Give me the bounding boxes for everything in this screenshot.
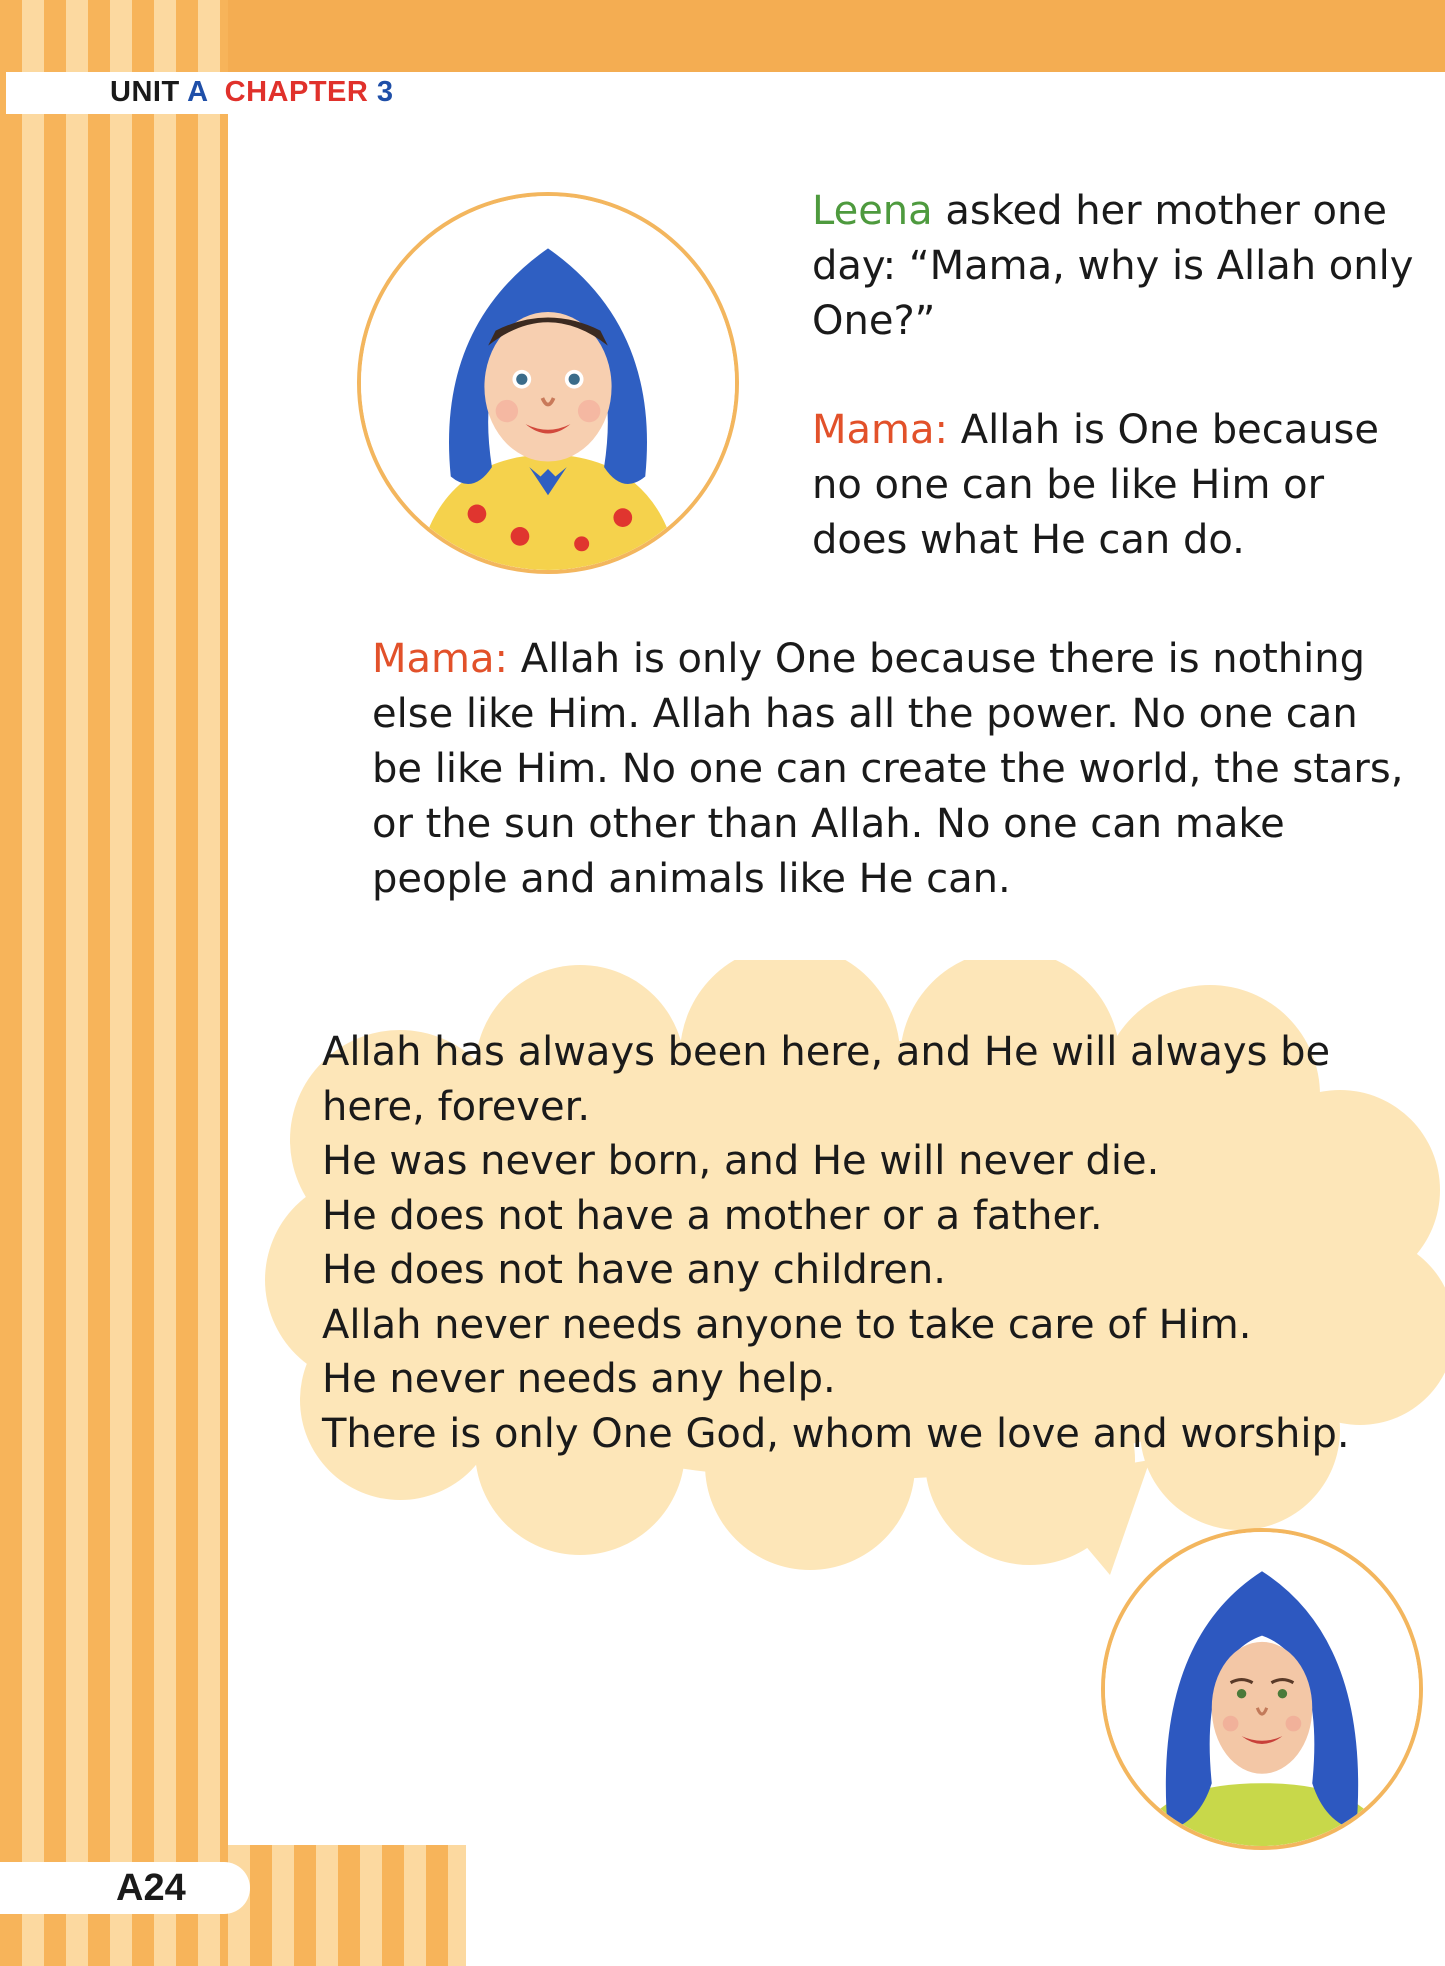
cloud-line: He never needs any help. xyxy=(322,1356,836,1402)
intro-text: asked her mother one day: “Mama, why is Allah only One?” xyxy=(812,188,1414,344)
speech-cloud-text xyxy=(322,1025,1422,1461)
speaker-leena: Leena xyxy=(812,188,933,234)
mama-answer-1-text: Allah is One because no one can be like Him or does what He can do. xyxy=(812,407,1379,563)
cloud-line: He does not have any children. xyxy=(322,1247,946,1293)
intro-paragraph xyxy=(812,184,1422,349)
mama-answer-2-text: Allah is only One because there is nothing else like Him. Allah has all the power. No one can be like Him. No one can create the world, the stars, or the sun other than Allah. No one can make people and animals like He can. xyxy=(372,636,1404,902)
chapter-number: 3 xyxy=(376,76,394,108)
cloud-line: He does not have a mother or a father. xyxy=(322,1192,1103,1239)
mama-answer-1 xyxy=(812,403,1422,568)
unit-chapter-label xyxy=(110,74,394,110)
unit-label: UNIT xyxy=(110,76,180,108)
page-number: A24 xyxy=(116,1867,186,1909)
mother-illustration xyxy=(1105,1532,1419,1846)
left-striped-margin xyxy=(0,0,228,1966)
cloud-line: here, forever. xyxy=(322,1083,591,1130)
cloud-line: Allah never needs anyone to take care of Him. xyxy=(322,1301,1252,1348)
speaker-mama-1: Mama: xyxy=(812,407,948,453)
girl-portrait-icon xyxy=(357,192,739,574)
bottom-white-area xyxy=(466,1845,1445,1966)
bottom-striped-band xyxy=(228,1845,466,1966)
speaker-mama-2: Mama: xyxy=(372,636,508,682)
cloud-line: There is only One God, whom we love and worship. xyxy=(322,1410,1350,1457)
unit-letter: A xyxy=(187,76,208,108)
mama-answer-2 xyxy=(372,632,1412,907)
cloud-line: He was never born, and He will never die. xyxy=(322,1138,1160,1184)
cloud-line: Allah has always been here, and He will always be xyxy=(322,1029,1331,1075)
chapter-label: CHAPTER xyxy=(224,76,369,108)
girl-illustration xyxy=(361,196,735,570)
mother-portrait-icon xyxy=(1101,1528,1423,1850)
